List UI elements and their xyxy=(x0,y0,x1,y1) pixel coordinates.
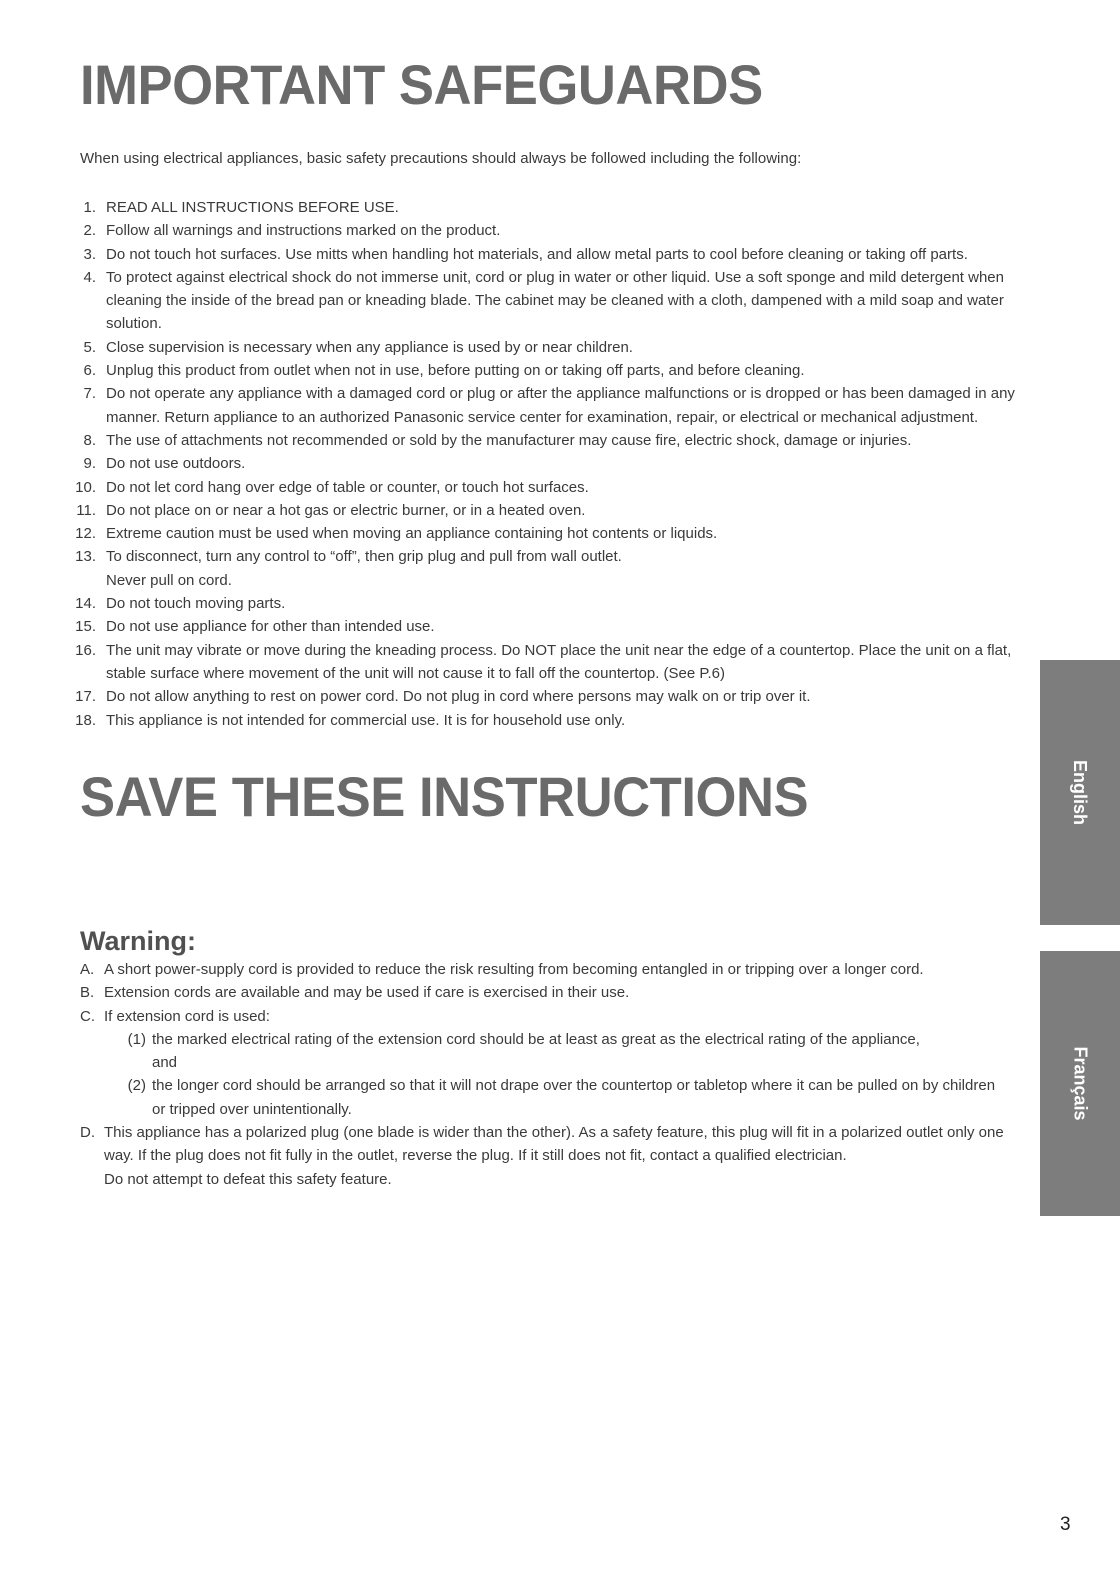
list-item xyxy=(70,545,1020,592)
list-item xyxy=(70,196,1020,219)
list-item xyxy=(70,452,1020,475)
sub-item xyxy=(104,1028,1010,1075)
list-item xyxy=(70,243,1020,266)
item-text: Do not use appliance for other than intended use. xyxy=(106,618,435,636)
item-number: 13. xyxy=(75,548,96,566)
sub-item xyxy=(104,1074,1010,1121)
item-text: Follow all warnings and instructions marked on the product. xyxy=(106,222,501,240)
item-text: A short power-supply cord is provided to reduce the risk resulting from becoming entangled in or tripping over a longer cord. xyxy=(104,961,924,978)
item-text: To disconnect, turn any control to “off”, then grip plug and pull from wall outlet. xyxy=(106,548,622,566)
list-item xyxy=(70,615,1020,638)
item-text: READ ALL INSTRUCTIONS BEFORE USE. xyxy=(106,199,399,216)
item-number: 4. xyxy=(83,268,96,286)
tab-english[interactable] xyxy=(1040,660,1120,925)
list-item xyxy=(70,709,1020,732)
item-number: 5. xyxy=(83,338,96,356)
item-number: 14. xyxy=(75,595,96,613)
item-text: The use of attachments not recommended or sold by the manufacturer may cause fire, electric shock, damage or injuries. xyxy=(106,431,912,449)
list-item xyxy=(70,219,1020,242)
item-text-continued: Do not attempt to defeat this safety feature. xyxy=(104,1170,392,1188)
sub-item-number: (1) xyxy=(127,1030,146,1048)
item-number: 12. xyxy=(75,525,96,543)
list-item xyxy=(70,266,1020,336)
list-item xyxy=(70,522,1020,545)
warning-item-b xyxy=(80,981,1010,1004)
list-item xyxy=(70,336,1020,359)
item-text: Do not allow anything to rest on power cord. Do not plug in cord where persons may walk on or trip over it. xyxy=(106,688,811,706)
warning-heading: Warning: xyxy=(80,926,196,956)
item-letter: C. xyxy=(80,1007,95,1025)
sub-item-text: the marked electrical rating of the extension cord should be at least as great as the electrical rating of the appliance, xyxy=(152,1030,920,1048)
item-letter: D. xyxy=(80,1124,95,1142)
intro-text: When using electrical appliances, basic safety precautions should always be followed including the following: xyxy=(80,150,802,167)
page-number: 3 xyxy=(1060,1514,1071,1535)
item-number: 8. xyxy=(83,431,96,449)
item-number: 3. xyxy=(83,245,96,263)
item-text-continued: Never pull on cord. xyxy=(106,571,232,589)
item-text: To protect against electrical shock do not immerse unit, cord or plug in water or other liquid. Use a soft sponge and mild detergent when cleaning the inside of the bread pan or kneading blade. The cabinet may be cleaned with a cloth, dampened with a mild soap and water solution. xyxy=(106,268,1004,333)
item-text: Do not operate any appliance with a damaged cord or plug or after the appliance malfunctions or is dropped or has been damaged in any manner. Return appliance to an authorized Panasonic service center for examination, repair, or electrical or mechanical adjustment. xyxy=(106,385,1015,426)
sub-item-number: (2) xyxy=(127,1077,146,1095)
warning-item-a xyxy=(80,958,1010,981)
list-item xyxy=(70,639,1020,686)
page-title: IMPORTANT SAFEGUARDS xyxy=(80,53,763,116)
item-number: 15. xyxy=(75,618,96,636)
list-item xyxy=(70,685,1020,708)
list-item xyxy=(70,499,1020,522)
item-text: Unplug this product from outlet when not in use, before putting on or taking off parts, and before cleaning. xyxy=(106,362,805,380)
safeguards-list xyxy=(70,196,1020,732)
item-text: Extreme caution must be used when moving an appliance containing hot contents or liquids. xyxy=(106,525,718,543)
item-text: This appliance has a polarized plug (one blade is wider than the other). As a safety feature, this plug will fit in a polarized outlet only one way. If the plug does not fit fully in the outlet, reverse the plug. If it still does not fit, contact a qualified electrician. xyxy=(104,1124,1004,1165)
item-text: Close supervision is necessary when any appliance is used by or near children. xyxy=(106,338,633,356)
item-text: Do not use outdoors. xyxy=(106,455,246,473)
list-item xyxy=(70,359,1020,382)
list-item xyxy=(70,592,1020,615)
item-number: 17. xyxy=(75,688,96,706)
item-number: 9. xyxy=(83,455,96,473)
item-text: If extension cord is used: xyxy=(104,1007,270,1025)
list-item xyxy=(70,382,1020,429)
sub-item-text-continued: and xyxy=(152,1054,178,1072)
item-number: 11. xyxy=(76,501,96,519)
item-number: 18. xyxy=(75,711,96,729)
item-letter: A. xyxy=(80,961,95,978)
list-item xyxy=(70,429,1020,452)
warning-item-d xyxy=(80,1121,1010,1191)
tab-francais-label: Français xyxy=(1070,1046,1091,1121)
item-text: Do not touch moving parts. xyxy=(106,595,286,613)
warning-list xyxy=(80,958,1010,1191)
item-number: 2. xyxy=(83,222,96,240)
item-number: 1. xyxy=(83,199,96,216)
item-number: 10. xyxy=(75,478,96,496)
tab-english-label: English xyxy=(1070,759,1091,826)
item-number: 16. xyxy=(75,641,96,659)
save-instructions-title: SAVE THESE INSTRUCTIONS xyxy=(80,765,809,828)
item-text: Extension cords are available and may be used if care is exercised in their use. xyxy=(104,984,630,1002)
item-text: Do not let cord hang over edge of table or counter, or touch hot surfaces. xyxy=(106,478,589,496)
item-text: The unit may vibrate or move during the kneading process. Do NOT place the unit near the edge of a countertop. Place the unit on a flat, stable surface where movement of the unit will not cause it to fall off the countertop. (See P.6) xyxy=(106,641,1012,682)
item-text: Do not touch hot surfaces. Use mitts when handling hot materials, and allow metal parts to cool before cleaning or taking off parts. xyxy=(106,245,968,263)
tab-francais[interactable] xyxy=(1040,951,1120,1216)
warning-item-c xyxy=(80,1005,1010,1121)
list-item xyxy=(70,476,1020,499)
item-text: This appliance is not intended for commercial use. It is for household use only. xyxy=(106,711,626,729)
sub-item-text: the longer cord should be arranged so that it will not drape over the countertop or tabletop where it can be pulled on by children or tripped over unintentionally. xyxy=(152,1077,996,1118)
warning-sublist xyxy=(104,1028,1010,1121)
item-letter: B. xyxy=(80,984,95,1002)
item-number: 7. xyxy=(83,385,96,403)
item-number: 6. xyxy=(83,362,96,380)
item-text: Do not place on or near a hot gas or electric burner, or in a heated oven. xyxy=(106,501,586,519)
